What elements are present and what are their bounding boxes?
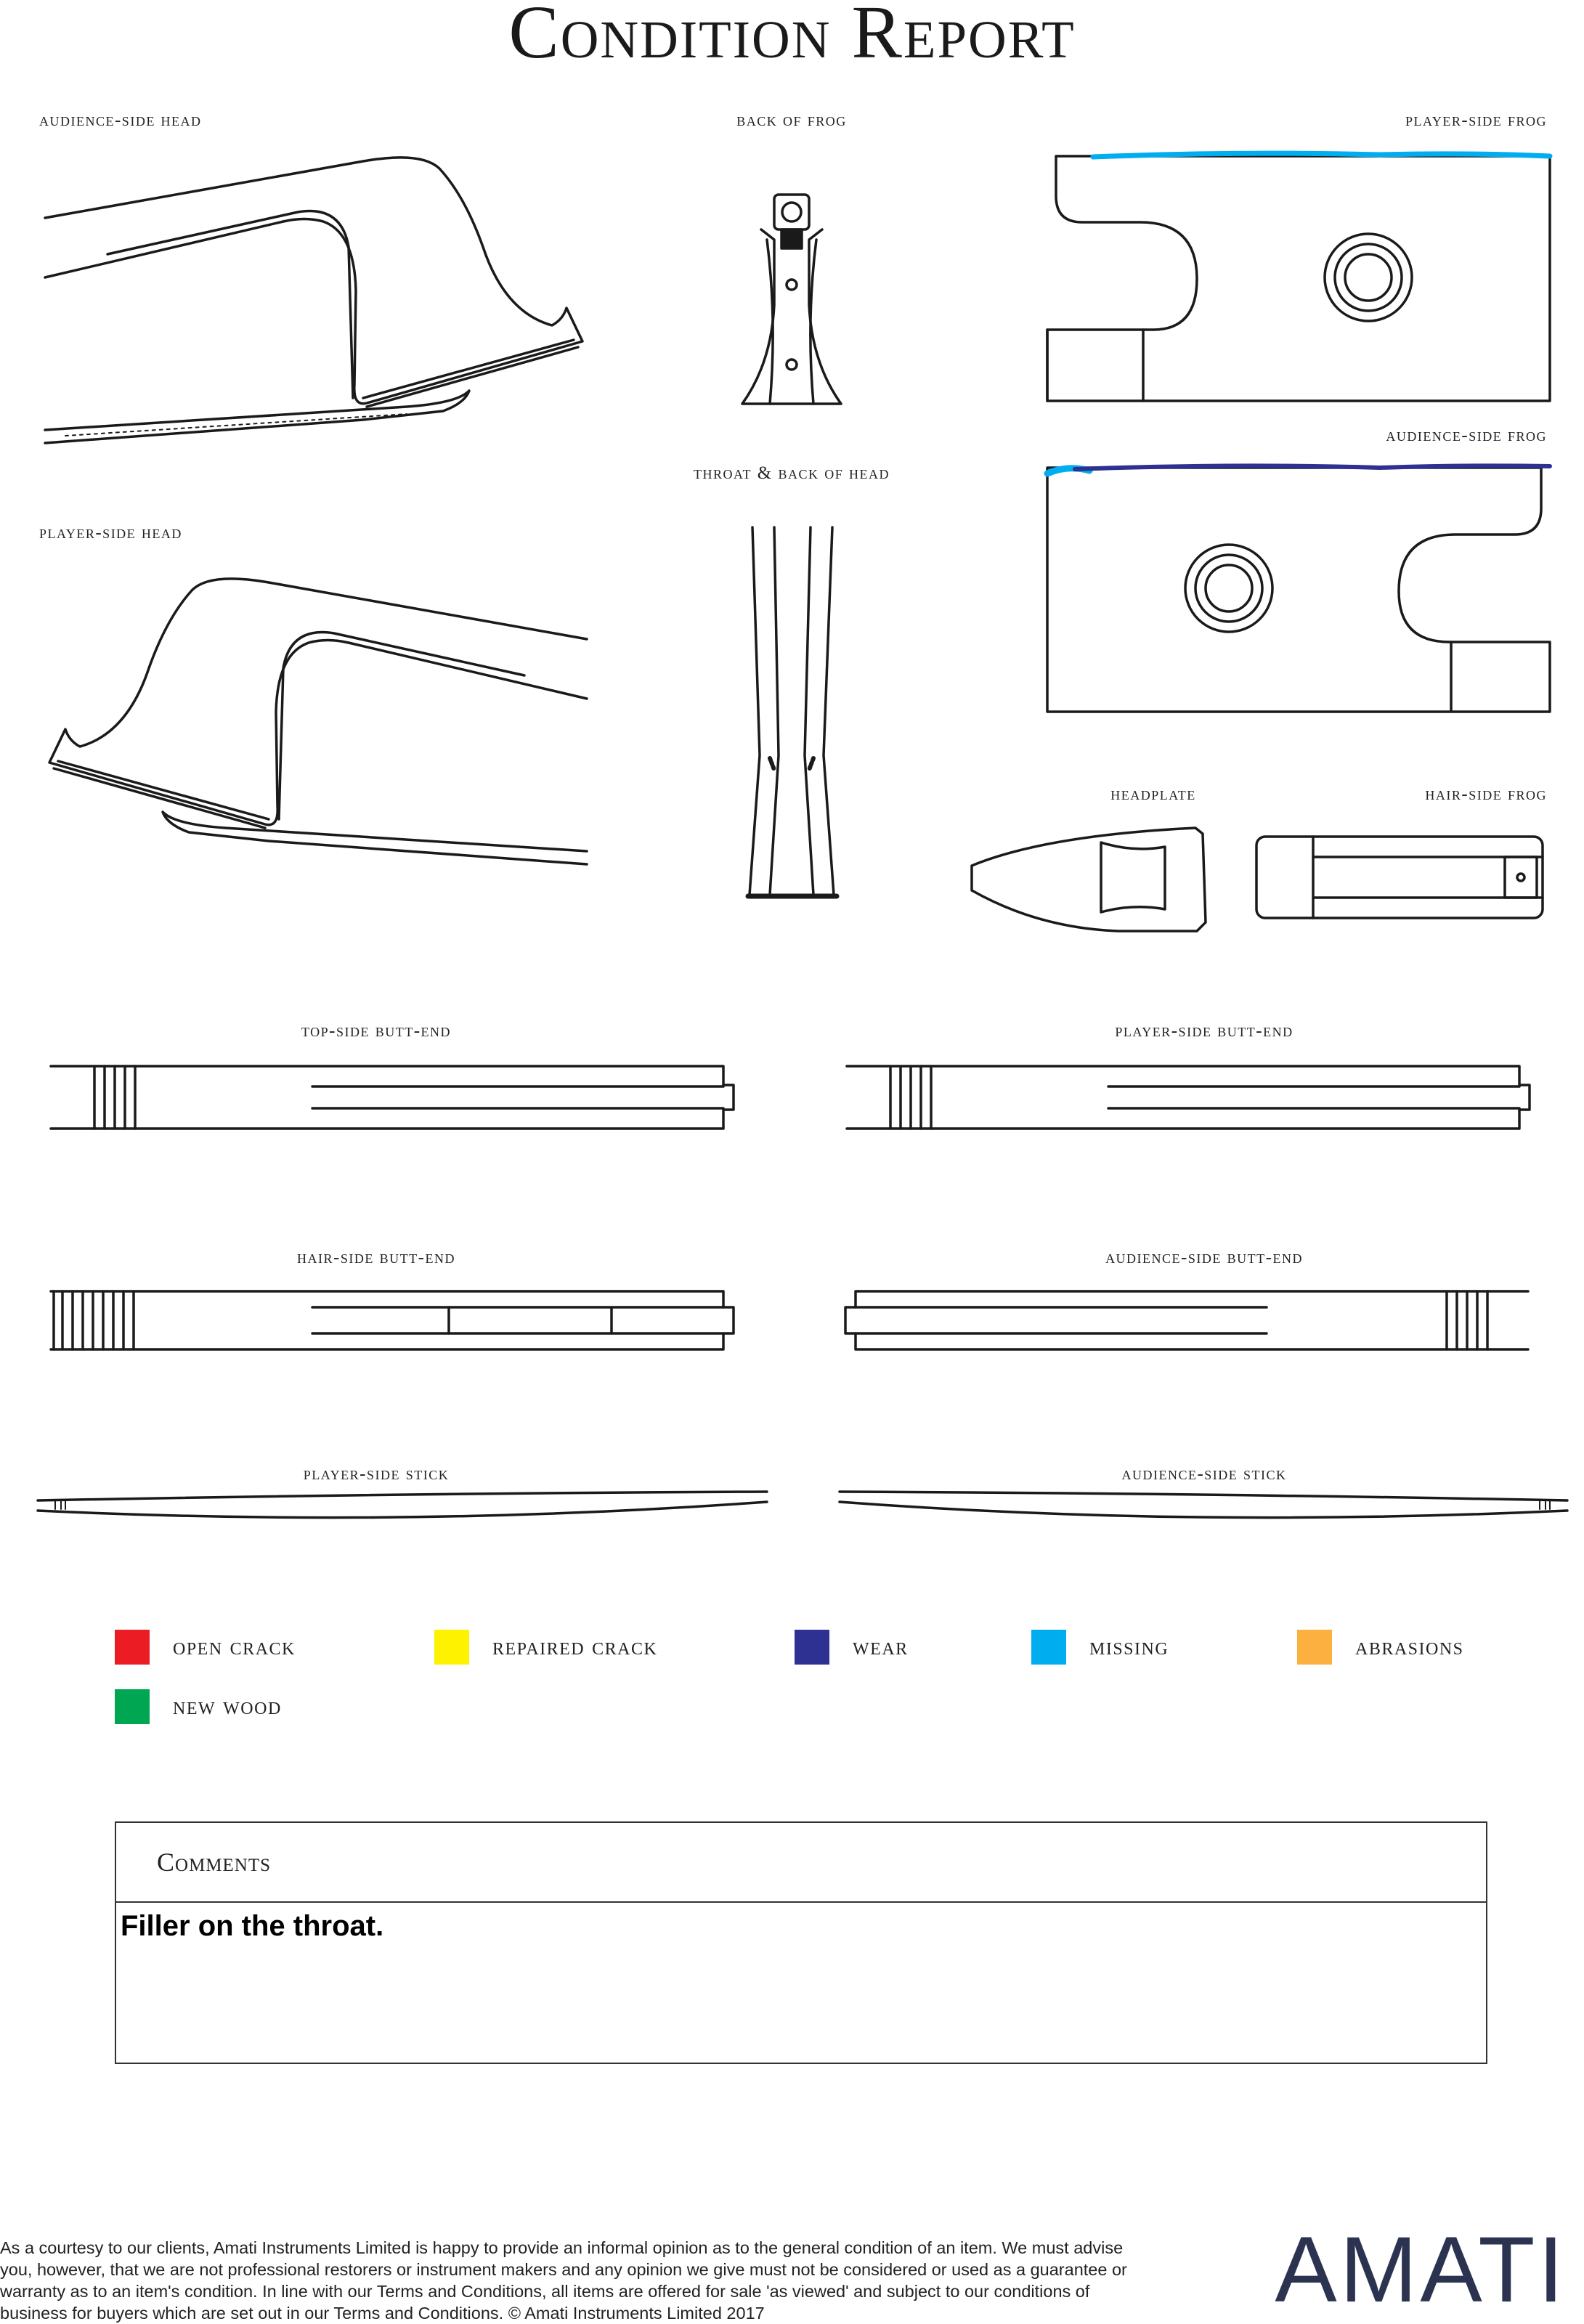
player-side-butt-end-drawing[interactable] — [847, 1066, 1530, 1129]
legend-label-abrasions: abrasions — [1355, 1633, 1464, 1660]
legend-label-open-crack: open crack — [173, 1633, 296, 1660]
legend-label-repaired-crack: repaired crack — [492, 1633, 658, 1660]
audience-side-head-drawing[interactable] — [45, 158, 582, 443]
label-audience-side-stick: audience-side stick — [1121, 1464, 1287, 1484]
legend-label-missing: missing — [1089, 1633, 1169, 1660]
legend-new-wood — [115, 1689, 282, 1724]
legend-wear — [795, 1630, 909, 1665]
amati-logo: AMATI — [1275, 2218, 1567, 2322]
label-player-side-frog: player-side frog — [1405, 110, 1547, 130]
label-audience-side-frog: audience-side frog — [1386, 426, 1547, 445]
label-audience-side-head: audience-side head — [39, 110, 202, 130]
throat-drawing[interactable] — [748, 527, 837, 896]
back-of-frog-drawing[interactable] — [742, 195, 841, 404]
label-player-side-butt-end: player-side butt-end — [1115, 1021, 1293, 1041]
legend-swatch-new-wood[interactable] — [115, 1689, 150, 1724]
label-top-side-butt-end: top-side butt-end — [301, 1021, 452, 1041]
audience-side-stick-drawing[interactable] — [840, 1492, 1567, 1518]
player-side-stick-drawing[interactable] — [38, 1492, 767, 1518]
legend-abrasions — [1297, 1630, 1464, 1665]
label-throat-back-of-head: throat & back of head — [694, 463, 890, 483]
legend-label-wear: wear — [853, 1633, 909, 1660]
label-back-of-frog: back of frog — [736, 110, 847, 130]
legend-label-new-wood: new wood — [173, 1693, 282, 1720]
disclaimer-text: As a courtesy to our clients, Amati Instruments Limited is happy to provide an informal opinion as to the general condition of an item. We must advise you, however, that we are not professional restorers or instrument makers and any opinion we give must not be considered or used as a guarantee or warranty as to an item's condition. In line with our Terms and Conditions, all items are offered for sale 'as viewed' and subject to our conditions of business for buyers which are set out in our Terms and Conditions. © Amati Instruments Limited 2017 — [0, 2238, 1127, 2323]
audience-side-frog-drawing[interactable] — [1047, 466, 1550, 712]
legend-repaired-crack — [434, 1630, 657, 1665]
label-audience-side-butt-end: audience-side butt-end — [1105, 1248, 1303, 1267]
label-headplate: headplate — [1110, 784, 1196, 804]
player-side-head-drawing[interactable] — [49, 579, 587, 864]
player-side-frog-drawing[interactable] — [1047, 153, 1550, 401]
legend-swatch-repaired-crack[interactable] — [434, 1630, 469, 1665]
page-title: Condition Report — [508, 0, 1076, 74]
top-side-butt-end-drawing[interactable] — [51, 1066, 734, 1129]
legend-swatch-open-crack[interactable] — [115, 1630, 150, 1665]
label-hair-side-butt-end: hair-side butt-end — [297, 1248, 455, 1267]
comments-heading: Comments — [116, 1823, 1486, 1903]
comments-text[interactable]: Filler on the throat. — [121, 1910, 384, 1942]
hair-side-frog-drawing[interactable] — [1256, 837, 1543, 918]
hair-side-butt-end-drawing[interactable] — [51, 1291, 734, 1349]
label-hair-side-frog: hair-side frog — [1425, 784, 1547, 804]
audience-side-butt-end-drawing[interactable] — [845, 1291, 1528, 1349]
headplate-drawing[interactable] — [972, 828, 1206, 931]
legend-swatch-abrasions[interactable] — [1297, 1630, 1332, 1665]
legend-missing — [1031, 1630, 1169, 1665]
label-player-side-head: player-side head — [39, 523, 182, 543]
legend-swatch-missing[interactable] — [1031, 1630, 1066, 1665]
legend-swatch-wear[interactable] — [795, 1630, 829, 1665]
comments-box — [115, 1821, 1487, 2064]
legend-open-crack — [115, 1630, 296, 1665]
label-player-side-stick: player-side stick — [303, 1464, 450, 1484]
